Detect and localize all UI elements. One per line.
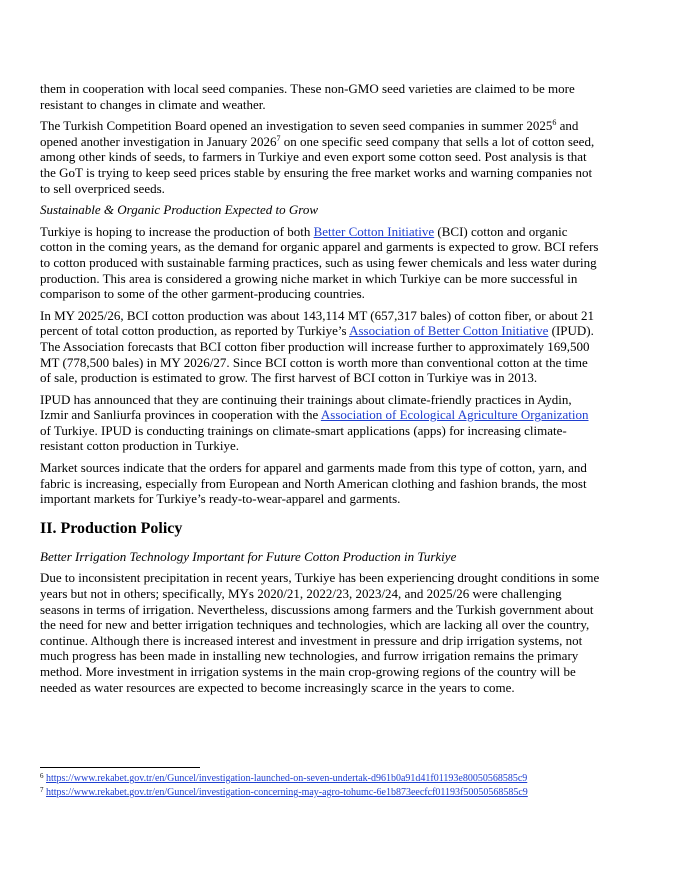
- paragraph-text: of Turkiye. IPUD is conducting trainings on climate-smart applications (apps) for increasing climate-resistant cotton production in Turkiye.: [40, 422, 567, 454]
- footnote-divider: [40, 767, 200, 768]
- paragraph-text: and opened another investigation in January 2026: [40, 118, 579, 149]
- paragraph-bci-demand: [40, 224, 600, 302]
- paragraph-bci-production: [40, 308, 600, 386]
- paragraph-competition-board: [40, 118, 600, 196]
- footnote-link[interactable]: https://www.rekabet.gov.tr/en/Guncel/investigation-launched-on-seven-undertak-d961b0a91d41f01193e80050568585c9: [46, 773, 528, 784]
- paragraph-text: Turkiye is hoping to increase the production of both: [40, 223, 314, 239]
- footnote-number: 6: [40, 772, 44, 780]
- paragraph-ipud-trainings: [40, 392, 600, 454]
- paragraph-text: (BCI) cotton and organic cotton in the coming years, as the demand for organic apparel and garments is expected to grow. BCI refers to cotton produced with sustainable farming practices, such as using fewer chemicals and less water during production. This area is considered a growing niche market in which Turkiye can be more successful in comparison to some of the other garment-producing countries.: [40, 223, 599, 302]
- paragraph-market-sources: Market sources indicate that the orders for apparel and garments made from this type of cotton, yarn, and fabric is increasing, especially from European and North American clothing and fashion brands, the most important markets for Turkiye’s ready-to-wear-apparel and garments.: [40, 460, 587, 507]
- paragraph-text: (IPUD). The Association forecasts that BCI cotton fiber production will increase further to approximately 169,500 MT (778,500 bales) in MY 2026/27. Since BCI cotton is worth more than conventional cotton at the time of sale, production is estimated to grow. The first harvest of BCI cotton in Turkiye was in 2013.: [40, 323, 594, 386]
- paragraph-text: IPUD has announced that they are continuing their trainings about climate-friendly practices in Aydin, Izmir and Sanliurfa provinces in cooperation with the: [40, 391, 572, 423]
- footnote-7: [40, 786, 640, 800]
- footnotes: [40, 772, 640, 800]
- link-ecological-agriculture-organization[interactable]: Association of Ecological Agriculture Organization: [320, 407, 589, 423]
- document-body: [40, 81, 600, 701]
- subheading-irrigation: Better Irrigation Technology Important for Future Cotton Production in Turkiye: [40, 548, 457, 564]
- paragraph-text: The Turkish Competition Board opened an investigation to seven seed companies in summer 2025: [40, 118, 553, 134]
- paragraph-text: on one specific seed company that sells a lot of cotton seed, among other kinds of seeds, to farmers in Turkiye and even export some cotton seed. Post analysis is that the GoT is trying to keep seed prices stable by ensuring the free market works and warning companies not to sell overpriced seeds.: [40, 133, 595, 196]
- section-heading-production-policy: II. Production Policy: [40, 519, 183, 537]
- footnote-6: [40, 772, 640, 786]
- footnote-ref-6[interactable]: 6: [552, 118, 557, 128]
- subheading-sustainable-organic: Sustainable & Organic Production Expected to Grow: [40, 202, 319, 218]
- link-better-cotton-initiative[interactable]: Better Cotton Initiative: [313, 223, 435, 239]
- paragraph-irrigation: Due to inconsistent precipitation in recent years, Turkiye has been experiencing drought conditions in some years but not in others; specifically, MYs 2020/21, 2022/23, 2023/24, and 2025/26 were challenging seasons in terms of irrigation. Nevertheless, discussions among farmers and the Turkish government about the need for new and better irrigation techniques and technologies, which are lacking all over the country, continue. Although there is increased interest and investment in pressure and drip irrigation systems, not much progress has been made in installing new technologies, and furrow irrigation remains the primary method. More investment in irrigation systems in the main crop-growing regions of the country will be needed as water resources are expected to become increasingly scarce in the years to come.: [40, 570, 600, 695]
- paragraph-seed-varieties: them in cooperation with local seed companies. These non-GMO seed varieties are claimed to be more resistant to changes in climate and weather.: [40, 81, 575, 112]
- footnote-link[interactable]: https://www.rekabet.gov.tr/en/Guncel/investigation-concerning-may-agro-tohumc-6e1b873eecfcf01193f50050568585c9: [46, 787, 528, 798]
- link-association-better-cotton[interactable]: Association of Better Cotton Initiative: [349, 323, 549, 339]
- paragraph-text: In MY 2025/26, BCI cotton production was about 143,114 MT (657,317 bales) of cotton fiber, or about 21 percent of total cotton production, as reported by Turkiye’s: [40, 307, 594, 339]
- footnote-number: 7: [40, 786, 44, 794]
- footnote-ref-7[interactable]: 7: [276, 133, 281, 143]
